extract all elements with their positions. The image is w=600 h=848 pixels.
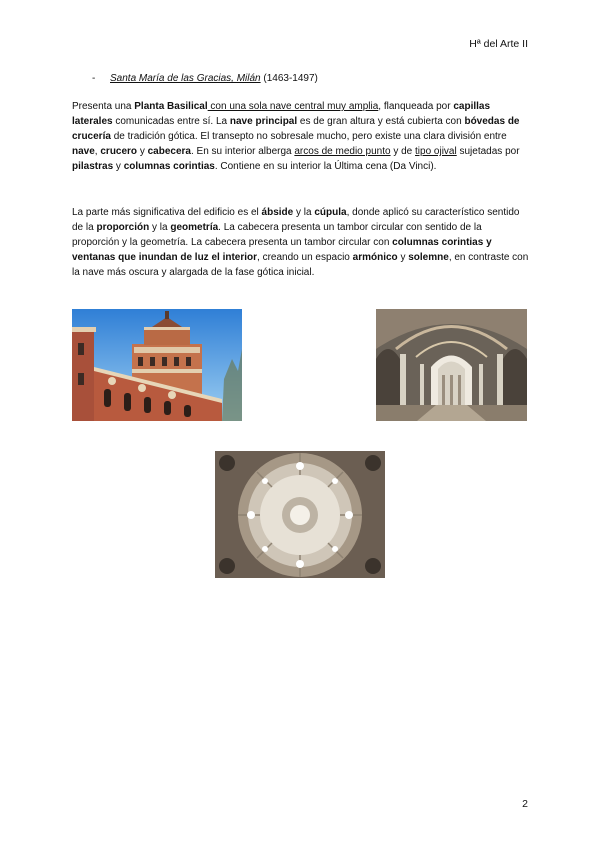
page-header: Hª del Arte II [469, 38, 528, 50]
church-exterior-photo [72, 309, 242, 421]
heading-title: Santa María de las Gracias, Milán [110, 73, 261, 84]
section-heading [92, 73, 318, 84]
paragraph-plan: Presenta una Planta Basilical con una sola nave central muy amplia, flanqueada por capillas laterales comunicadas entre sí. La nave principal es de gran altura y está cubierta con bóvedas de crucería de tradición gótica. El transepto no sobresale mucho, pero existe una clara división entre nave, crucero y cabecera. En su interior alberga arcos de medio punto y de tipo ojival sujetadas por pilastras y columnas corintias. Contiene en su interior la Última cena (Da Vinci). [72, 101, 520, 172]
list-dash: - [92, 73, 96, 84]
dome-interior-photo [215, 451, 385, 578]
heading-dates: (1463-1497) [260, 73, 318, 84]
page-number: 2 [522, 798, 528, 810]
paragraph-apse: La parte más significativa del edificio es el ábside y la cúpula, donde aplicó su característico sentido de la proporción y la geometría. La cabecera presenta un tambor circular con sentido de la proporción y la geometría. La cabecera presenta un tambor circular con columnas corintias y ventanas que inundan de luz el interior, creando un espacio armónico y solemne, en contraste con la nave más oscura y alargada de la fase gótica inicial. [72, 207, 529, 278]
church-interior-photo [376, 309, 527, 421]
